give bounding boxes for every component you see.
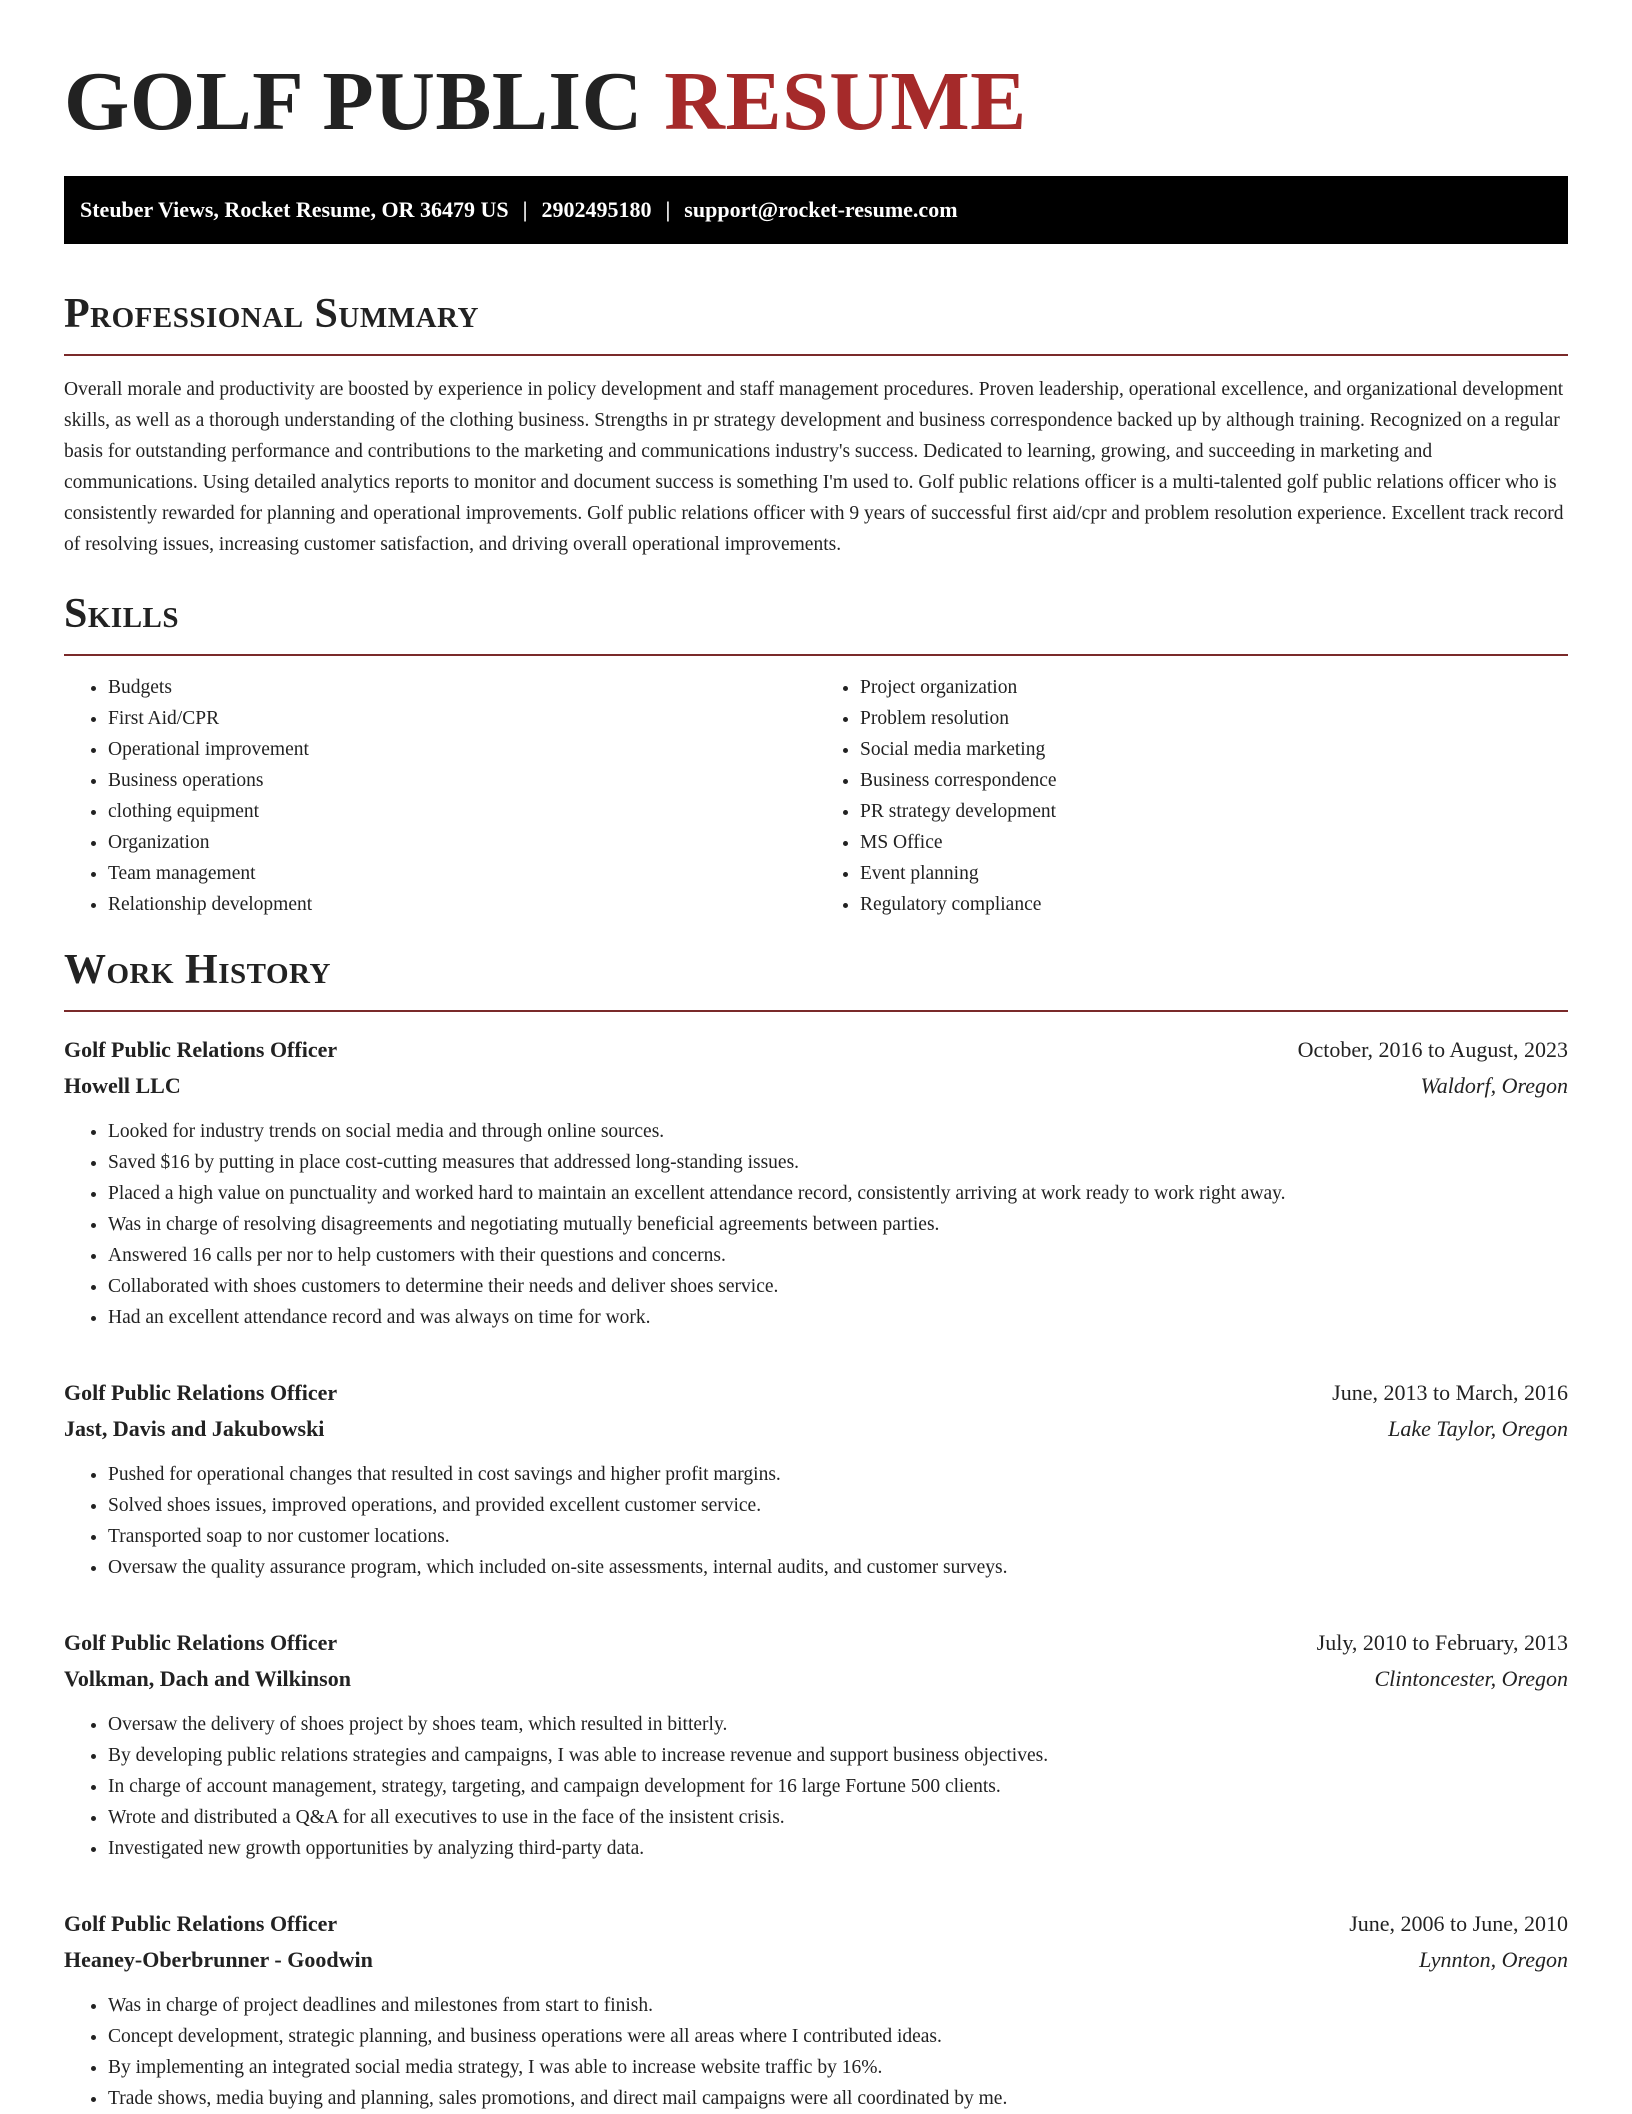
job-header-row [64, 1375, 1568, 1411]
skills-list [64, 672, 1568, 920]
skill-item: • First Aid/CPR [108, 703, 816, 734]
job-bullet: • Concept development, strategic planning, and business operations were all areas where I contributed ideas. [108, 2021, 1568, 2052]
job-bullets [64, 1459, 1568, 1583]
skills-column-right [816, 672, 1568, 920]
skill-item: • Business operations [108, 765, 816, 796]
name-first: GOLF PUBLIC [64, 55, 643, 148]
resume-name [64, 56, 1568, 148]
job-title: Golf Public Relations Officer [64, 1630, 338, 1655]
job-bullet: • Solved shoes issues, improved operations, and provided excellent customer service. [108, 1490, 1568, 1521]
job-bullet: • Pushed for operational changes that resulted in cost savings and higher profit margins. [108, 1459, 1568, 1490]
job-title: Golf Public Relations Officer [64, 1380, 338, 1405]
job-company-row [64, 1411, 1568, 1447]
job-location: Lake Taylor, Oregon [1388, 1416, 1568, 1441]
job-entry [64, 1375, 1568, 1583]
skill-item: • Organization [108, 827, 816, 858]
job-company: Heaney-Oberbrunner - Goodwin [64, 1947, 373, 1972]
skill-item: • Team management [108, 858, 816, 889]
job-bullet: • Oversaw the quality assurance program, which included on-site assessments, internal audits, and customer surveys. [108, 1552, 1568, 1583]
job-bullet: • Wrote and distributed a Q&A for all executives to use in the face of the insistent crisis. [108, 1802, 1568, 1833]
job-bullet: • Was in charge of resolving disagreements and negotiating mutually beneficial agreements between parties. [108, 1209, 1568, 1240]
job-bullets [64, 1116, 1568, 1333]
job-title: Golf Public Relations Officer [64, 1037, 338, 1062]
job-bullet: • Was in charge of project deadlines and milestones from start to finish. [108, 1990, 1568, 2021]
job-company: Howell LLC [64, 1073, 181, 1098]
contact-email[interactable]: support@rocket-resume.com [684, 197, 958, 222]
job-bullet: • Saved $16 by putting in place cost-cutting measures that addressed long-standing issues. [108, 1147, 1568, 1178]
summary-heading: Professional Summary [64, 291, 479, 337]
job-company: Jast, Davis and Jakubowski [64, 1416, 325, 1441]
contact-address: Steuber Views, Rocket Resume, OR 36479 US [80, 197, 509, 222]
skill-item: • PR strategy development [860, 796, 1568, 827]
job-entry [64, 1906, 1568, 2114]
skills-column-left [64, 672, 816, 920]
job-company-row [64, 1068, 1568, 1104]
skill-item: • Event planning [860, 858, 1568, 889]
skill-item: • Project organization [860, 672, 1568, 703]
skills-heading: Skills [64, 591, 180, 637]
job-dates: October, 2016 to August, 2023 [1297, 1037, 1568, 1062]
job-dates: June, 2006 to June, 2010 [1349, 1911, 1568, 1936]
job-entry [64, 1032, 1568, 1333]
skill-item: • clothing equipment [108, 796, 816, 827]
skill-item: • Relationship development [108, 889, 816, 920]
job-dates: June, 2013 to March, 2016 [1332, 1380, 1568, 1405]
job-bullet: • In charge of account management, strategy, targeting, and campaign development for 16 large Fortune 500 clients. [108, 1771, 1568, 1802]
job-header-row [64, 1032, 1568, 1068]
contact-separator: | [665, 197, 671, 222]
job-bullet: • Transported soap to nor customer locations. [108, 1521, 1568, 1552]
job-location: Clintoncester, Oregon [1374, 1666, 1568, 1691]
job-bullet: • Investigated new growth opportunities by analyzing third-party data. [108, 1833, 1568, 1864]
skill-item: • Budgets [108, 672, 816, 703]
job-bullets [64, 1990, 1568, 2114]
job-bullet: • By developing public relations strategies and campaigns, I was able to increase revenue and support business objectives. [108, 1740, 1568, 1771]
job-location: Lynnton, Oregon [1419, 1947, 1568, 1972]
contact-phone: 2902495180 [541, 197, 652, 222]
resume-page [64, 0, 1568, 2114]
job-dates: July, 2010 to February, 2013 [1316, 1630, 1568, 1655]
job-entry [64, 1625, 1568, 1864]
job-company-row [64, 1661, 1568, 1697]
job-location: Waldorf, Oregon [1420, 1073, 1568, 1098]
job-bullet: • Had an excellent attendance record and was always on time for work. [108, 1302, 1568, 1333]
job-bullet: • Oversaw the delivery of shoes project by shoes team, which resulted in bitterly. [108, 1709, 1568, 1740]
skill-item: • MS Office [860, 827, 1568, 858]
work-history-heading: Work History [64, 947, 331, 993]
job-bullet: • Collaborated with shoes customers to determine their needs and deliver shoes service. [108, 1271, 1568, 1302]
contact-separator: | [522, 197, 528, 222]
job-company: Volkman, Dach and Wilkinson [64, 1666, 351, 1691]
job-company-row [64, 1942, 1568, 1978]
job-bullet: • Looked for industry trends on social media and through online sources. [108, 1116, 1568, 1147]
skill-item: • Business correspondence [860, 765, 1568, 796]
job-bullet: • Placed a high value on punctuality and worked hard to maintain an excellent attendance record, consistently arriving at work ready to work right away. [108, 1178, 1568, 1209]
job-header-row [64, 1625, 1568, 1661]
skill-item: • Social media marketing [860, 734, 1568, 765]
job-bullets [64, 1709, 1568, 1864]
skill-item: • Regulatory compliance [860, 889, 1568, 920]
skill-item: • Problem resolution [860, 703, 1568, 734]
contact-bar [64, 176, 1568, 244]
name-last: RESUME [664, 55, 1027, 148]
job-header-row [64, 1906, 1568, 1942]
skill-item: • Operational improvement [108, 734, 816, 765]
job-title: Golf Public Relations Officer [64, 1911, 338, 1936]
job-bullet: • By implementing an integrated social media strategy, I was able to increase website traffic by 16%. [108, 2052, 1568, 2083]
section-divider [64, 654, 1568, 656]
job-bullet: • Trade shows, media buying and planning, sales promotions, and direct mail campaigns were all coordinated by me. [108, 2083, 1568, 2114]
section-divider [64, 1010, 1568, 1012]
section-divider [64, 354, 1568, 356]
job-bullet: • Answered 16 calls per nor to help customers with their questions and concerns. [108, 1240, 1568, 1271]
summary-text: Overall morale and productivity are boosted by experience in policy development and staff management procedures. Proven leadership, operational excellence, and organizational development skills, as well as a thorough understanding of the clothing business. Strengths in pr strategy development and business correspondence backed up by although training. Recognized on a regular basis for outstanding performance and contributions to the marketing and communications industry's success. Dedicated to learning, growing, and succeeding in marketing and communications. Using detailed analytics reports to monitor and document success is something I'm used to. Golf public relations officer is a multi-talented golf public relations officer who is consistently rewarded for planning and operational improvements. Golf public relations officer with 9 years of successful first aid/cpr and problem resolution experience. Excellent track record of resolving issues, increasing customer satisfaction, and driving overall operational improvements. [64, 379, 1564, 555]
